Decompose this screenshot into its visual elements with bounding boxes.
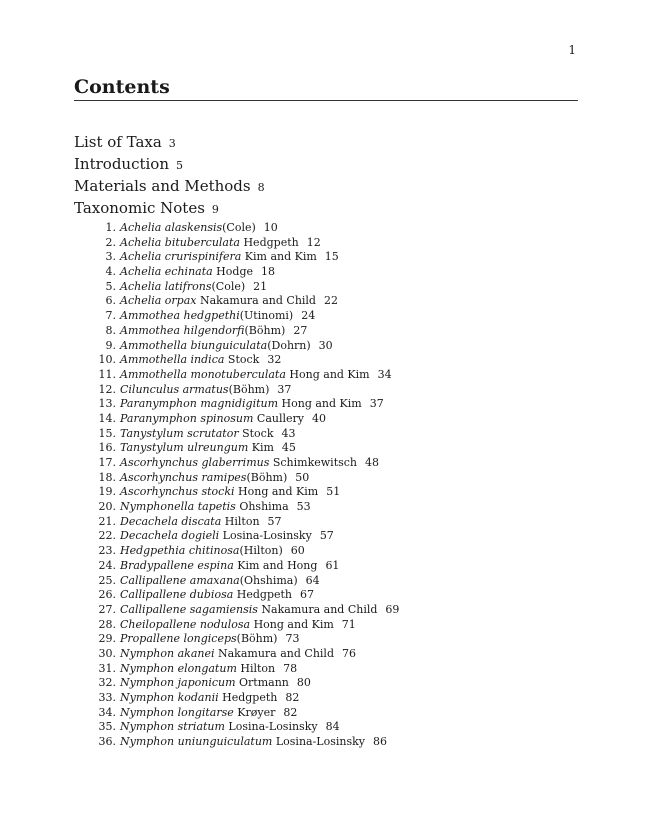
taxon-author: Hedgpeth — [233, 588, 293, 602]
taxon-author: Losina-Losinsky — [272, 735, 366, 749]
taxon-species-name: Achelia bituberculata — [120, 235, 240, 249]
taxon-species-name: Nymphon longitarse — [120, 705, 234, 719]
taxon-number: 34. — [98, 705, 116, 719]
taxon-page-number: 57 — [319, 529, 334, 543]
toc-taxon-entry[interactable] — [92, 265, 399, 280]
taxon-author: Stock — [224, 353, 260, 367]
toc-taxon-entry[interactable] — [92, 559, 399, 574]
section-label: List of Taxa — [74, 133, 162, 151]
toc-taxon-entry[interactable] — [92, 353, 399, 368]
toc-taxon-entry[interactable] — [92, 676, 399, 691]
taxon-author: Ortmann — [235, 676, 289, 690]
toc-taxon-entry[interactable] — [92, 515, 399, 530]
taxon-page-number: 32 — [267, 353, 282, 367]
taxon-page-number: 86 — [373, 735, 388, 749]
taxon-species-name: Callipallene amaxana — [120, 573, 240, 587]
taxon-species-name: Achelia crurispinifera — [120, 250, 242, 264]
taxon-page-number: 50 — [295, 470, 310, 484]
taxon-number: 13. — [98, 397, 116, 411]
taxon-page-number: 37 — [277, 382, 292, 396]
toc-taxon-entry[interactable] — [92, 529, 399, 544]
taxon-species-name: Decachela discata — [120, 514, 222, 528]
taxon-page-number: 53 — [296, 500, 311, 514]
taxon-species-name: Ammothella monotuberculata — [120, 367, 286, 381]
taxon-number: 24. — [98, 558, 116, 572]
taxon-page-number: 30 — [318, 338, 333, 352]
taxon-author: Hong and Kim — [234, 485, 319, 499]
taxon-species-name: Decachela dogieli — [120, 529, 220, 543]
taxon-species-name: Nymphon elongatum — [120, 661, 237, 675]
taxon-number: 9. — [105, 338, 116, 352]
taxon-number: 16. — [98, 441, 116, 455]
toc-taxon-entry[interactable] — [92, 324, 399, 339]
taxon-page-number: 24 — [301, 309, 316, 323]
taxon-author: Hedgpeth — [218, 691, 278, 704]
taxon-number: 3. — [105, 250, 116, 264]
taxon-author: (Dohrn) — [267, 338, 311, 352]
taxon-number: 12. — [98, 382, 116, 396]
taxon-author: Hong and Kim — [250, 617, 334, 631]
taxon-author: Nakamura and Child — [214, 646, 334, 660]
taxon-number: 30. — [98, 646, 116, 660]
taxon-page-number: 21 — [253, 279, 268, 293]
taxon-number: 6. — [105, 294, 116, 308]
taxon-author: (Cole) — [222, 221, 256, 234]
section-page-number: 9 — [211, 203, 219, 216]
taxon-author: Losina-Losinsky — [219, 529, 312, 543]
taxon-author: Losina-Losinsky — [224, 720, 318, 734]
toc-taxon-entry[interactable] — [92, 412, 399, 427]
toc-taxon-entry[interactable] — [92, 309, 399, 324]
taxon-page-number: 12 — [306, 235, 321, 249]
section-page-number: 8 — [257, 181, 265, 194]
taxon-author: Hong and Kim — [278, 397, 362, 411]
taxon-author: (Böhm) — [244, 323, 286, 337]
toc-taxon-entry[interactable] — [92, 574, 399, 589]
taxon-author: Nakamura and Child — [257, 602, 378, 616]
taxon-author: (Böhm) — [246, 470, 288, 484]
taxon-number: 1. — [105, 221, 116, 234]
taxon-author: Kim and Hong — [233, 558, 318, 572]
taxon-species-name: Paranymphon magnidigitum — [120, 397, 279, 411]
taxon-number: 29. — [98, 632, 116, 646]
taxon-number: 35. — [98, 720, 116, 734]
taxon-page-number: 48 — [365, 456, 380, 469]
section-label: Introduction — [74, 155, 169, 173]
toc-taxon-entry[interactable] — [92, 706, 399, 721]
toc-taxon-entry[interactable] — [92, 236, 399, 251]
taxon-author: Caullery — [253, 411, 304, 425]
taxon-page-number: 78 — [283, 661, 298, 675]
taxon-species-name: Achelia echinata — [120, 265, 213, 279]
taxon-species-name: Ascorhynchus ramipes — [120, 470, 247, 484]
taxon-page-number: 51 — [326, 485, 341, 499]
taxon-number: 14. — [98, 411, 116, 425]
taxon-page-number: 45 — [281, 441, 296, 455]
toc-taxon-entry[interactable] — [92, 427, 399, 442]
taxon-number: 32. — [98, 676, 116, 690]
taxon-page-number: 82 — [285, 691, 300, 704]
toc-taxon-entry[interactable] — [92, 647, 399, 662]
taxon-page-number: 37 — [369, 397, 384, 411]
taxon-author: (Cole) — [211, 279, 246, 293]
toc-section-entry[interactable] — [74, 197, 265, 219]
taxon-number: 28. — [98, 617, 116, 631]
taxon-page-number: 71 — [341, 617, 356, 631]
taxon-page-number: 60 — [290, 544, 305, 558]
taxon-species-name: Ammothella biunguiculata — [120, 338, 268, 352]
taxon-number: 5. — [105, 279, 116, 293]
taxon-number: 23. — [98, 544, 116, 558]
taxon-species-name: Nymphon striatum — [120, 720, 225, 734]
taxon-species-name: Ammothea hilgendorfi — [120, 323, 245, 337]
toc-taxon-entry[interactable] — [92, 588, 399, 603]
taxon-species-name: Callipallene dubiosa — [120, 588, 234, 602]
toc-taxon-entry[interactable] — [92, 544, 399, 559]
toc-taxon-entry[interactable] — [92, 632, 399, 647]
taxon-species-name: Achelia alaskensis — [120, 221, 223, 234]
page-number: 1 — [568, 43, 576, 57]
toc-taxon-entry[interactable] — [92, 691, 399, 706]
toc-taxon-entry[interactable] — [92, 339, 399, 354]
taxon-author: Kim — [248, 441, 274, 455]
taxon-species-name: Cheilopallene nodulosa — [120, 617, 251, 631]
toc-taxon-entry[interactable] — [92, 485, 399, 500]
taxon-number: 7. — [105, 309, 116, 323]
toc-taxon-entry[interactable] — [92, 720, 399, 735]
taxon-number: 11. — [98, 367, 116, 381]
taxon-page-number: 43 — [281, 426, 296, 440]
toc-taxon-entry[interactable] — [92, 221, 399, 236]
taxon-author: Ohshima — [235, 500, 289, 514]
taxon-number: 27. — [98, 602, 116, 616]
toc-taxon-entry[interactable] — [92, 735, 399, 750]
taxon-page-number: 61 — [325, 558, 340, 572]
taxon-author: Hedgpeth — [239, 235, 299, 249]
toc-section-entry[interactable] — [74, 131, 265, 153]
taxon-author: (Utinomi) — [239, 309, 294, 323]
toc-taxon-entry[interactable] — [92, 250, 399, 265]
toc-taxon-entry[interactable] — [92, 603, 399, 618]
toc-taxon-entry[interactable] — [92, 662, 399, 677]
taxon-number: 36. — [98, 735, 116, 749]
taxon-species-name: Cilunculus armatus — [120, 382, 229, 396]
taxon-species-name: Tanystylum ulreungum — [120, 441, 249, 455]
taxon-number: 18. — [98, 470, 116, 484]
taxon-number: 31. — [98, 661, 116, 675]
taxon-number: 17. — [98, 456, 116, 469]
section-page-number: 5 — [176, 159, 183, 172]
taxon-number: 20. — [98, 500, 116, 514]
taxon-author: Schimkewitsch — [269, 456, 358, 469]
section-label: Taxonomic Notes — [74, 199, 205, 217]
taxon-number: 26. — [98, 588, 116, 602]
taxon-author: (Ohshima) — [239, 573, 298, 587]
taxon-species-name: Nymphon japonicum — [120, 676, 236, 690]
taxon-page-number: 40 — [312, 411, 326, 425]
taxon-author: Krøyer — [233, 705, 276, 719]
taxon-species-name: Propallene longiceps — [120, 632, 237, 646]
taxon-page-number: 84 — [325, 720, 340, 734]
taxon-page-number: 27 — [293, 323, 308, 337]
taxon-author: Kim and Kim — [241, 250, 317, 264]
taxon-page-number: 22 — [323, 294, 338, 308]
taxon-author: (Böhm) — [236, 632, 278, 646]
taxon-species-name: Paranymphon spinosum — [120, 411, 254, 425]
taxon-species-name: Nymphon akanei — [120, 646, 215, 660]
taxon-species-name: Nymphonella tapetis — [120, 500, 236, 514]
taxon-page-number: 18 — [261, 265, 275, 279]
taxon-number: 10. — [98, 353, 116, 367]
section-list — [74, 131, 265, 219]
page-title: Contents — [74, 76, 578, 101]
taxon-number: 4. — [105, 265, 116, 279]
taxon-author: Hilton — [236, 661, 276, 675]
taxon-page-number: 57 — [267, 514, 282, 528]
taxon-author: Hong and Kim — [285, 367, 370, 381]
taxon-page-number: 80 — [296, 676, 311, 690]
taxon-number: 19. — [98, 485, 116, 499]
taxon-page-number: 82 — [283, 705, 298, 719]
toc-section-entry[interactable] — [74, 153, 265, 175]
taxon-number: 22. — [98, 529, 116, 543]
taxon-species-name: Achelia orpax — [120, 294, 197, 308]
taxon-number: 21. — [98, 514, 116, 528]
toc-section-entry[interactable] — [74, 175, 265, 197]
toc-taxon-entry[interactable] — [92, 294, 399, 309]
taxon-species-name: Bradypallene espina — [120, 558, 234, 572]
taxon-author: (Hilton) — [239, 544, 283, 558]
section-label: Materials and Methods — [74, 177, 251, 195]
taxon-number: 33. — [98, 691, 116, 704]
taxon-author: Hilton — [221, 514, 260, 528]
taxon-author: Stock — [238, 426, 274, 440]
taxon-number: 8. — [105, 323, 116, 337]
taxon-species-name: Tanystylum scrutator — [120, 426, 239, 440]
taxon-page-number: 73 — [285, 632, 300, 646]
toc-taxon-entry[interactable] — [92, 471, 399, 486]
taxon-author: (Böhm) — [228, 382, 270, 396]
toc-taxon-entry[interactable] — [92, 456, 399, 471]
taxon-number: 15. — [98, 426, 116, 440]
section-page-number: 3 — [168, 137, 176, 150]
toc-taxon-entry[interactable] — [92, 397, 399, 412]
taxon-species-name: Ammothea hedgpethi — [120, 309, 240, 323]
taxon-page-number: 67 — [300, 588, 315, 602]
taxon-page-number: 76 — [342, 646, 356, 660]
taxon-number: 25. — [98, 573, 116, 587]
taxon-species-name: Ascorhynchus glaberrimus — [120, 456, 270, 469]
taxon-page-number: 69 — [385, 602, 400, 616]
taxon-number: 2. — [105, 235, 116, 249]
toc-taxon-entry[interactable] — [92, 618, 399, 633]
taxon-species-name: Ascorhynchus stocki — [120, 485, 235, 499]
toc-taxon-entry[interactable] — [92, 500, 399, 515]
taxon-species-name: Callipallene sagamiensis — [120, 602, 258, 616]
taxon-species-name: Ammothella indica — [120, 353, 225, 367]
taxon-page-number: 15 — [324, 250, 339, 264]
taxon-species-name: Achelia latifrons — [120, 279, 212, 293]
taxa-list — [92, 221, 399, 750]
toc-taxon-entry[interactable] — [92, 383, 399, 398]
taxon-page-number: 34 — [377, 367, 392, 381]
toc-taxon-entry[interactable] — [92, 280, 399, 295]
toc-taxon-entry[interactable] — [92, 441, 399, 456]
toc-taxon-entry[interactable] — [92, 368, 399, 383]
taxon-species-name: Nymphon kodanii — [120, 691, 219, 704]
taxon-page-number: 64 — [305, 573, 320, 587]
taxon-species-name: Hedgpethia chitinosa — [120, 544, 240, 558]
taxon-author: Nakamura and Child — [196, 294, 316, 308]
taxon-page-number: 10 — [263, 221, 278, 234]
taxon-species-name: Nymphon uniunguiculatum — [120, 735, 273, 749]
taxon-author: Hodge — [212, 265, 253, 279]
